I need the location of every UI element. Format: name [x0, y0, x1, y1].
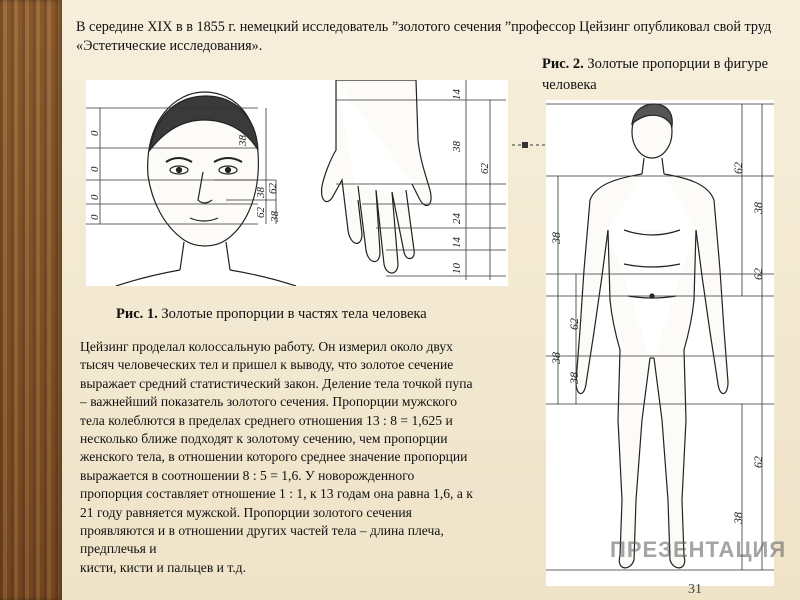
face-label-62a: 62 — [255, 207, 267, 218]
body-line-2: тысяч человеческих тел и пришел к выводу, что золотое сечение — [80, 357, 454, 373]
figure-1-caption — [116, 306, 427, 323]
body-line-7: женского тела, в отношении которого среднее значение пропорции — [80, 449, 468, 465]
figure-2-title: Золотые пропорции в фигуре человека — [542, 56, 769, 93]
body-line-11: проявляются и в отношении других частей тела – длина плеча, — [80, 523, 444, 539]
hand-label-14a: 14 — [451, 89, 463, 100]
human-figure-drawing — [576, 104, 728, 568]
hand-dimension-labels — [451, 89, 491, 275]
decorative-wood-strip — [0, 0, 62, 600]
hand-label-14b: 14 — [451, 237, 463, 248]
face-label-62b: 62 — [267, 183, 279, 194]
intro-paragraph: В середине XIX в в 1855 г. немецкий исследователь ”золотого сечения ”профессор Цейзинг опубликовал свой труд «Эстетические исследования». — [76, 19, 772, 54]
body-line-4: – важнейший показатель золотого сечения. Пропорции мужского — [80, 394, 458, 410]
figure-1-image — [86, 80, 508, 286]
hand-drawing — [322, 80, 431, 273]
figure-1-drawing — [86, 80, 508, 286]
figure-2-drawing — [546, 100, 774, 586]
face-label-38a: 38 — [237, 135, 249, 146]
watermark: ПРЕЗЕНТАЦИЯ — [610, 537, 787, 562]
figure-label-38e: 38 — [567, 372, 581, 384]
face-label-0d: 0 — [89, 214, 101, 220]
body-line-10: 21 году равняется мужской. Пропорции золотого сечения — [80, 504, 412, 520]
body-line-3: выражает средний статистический закон. Деление тела точкой пупа — [80, 375, 473, 391]
figure-label-38c: 38 — [751, 202, 765, 214]
body-line-8: выражается в соотношении 8 : 5 = 1,6. У новорожденного — [80, 467, 415, 483]
body-line-13: кисти, кисти и пальцев и т.д. — [80, 559, 246, 575]
figure-1-number: Рис. 1. — [116, 306, 158, 322]
figure-connector — [512, 139, 548, 151]
figure-label-62b: 62 — [731, 162, 745, 174]
hand-label-10: 10 — [451, 263, 463, 274]
face-label-0c: 0 — [89, 194, 101, 200]
face-label-38c: 38 — [269, 211, 281, 222]
hand-label-38: 38 — [451, 141, 463, 152]
hand-label-24: 24 — [451, 213, 463, 224]
body-line-5: тела колеблются в пределах среднего отношения 13 : 8 = 1,625 и — [80, 412, 453, 428]
figure-2-caption — [542, 54, 782, 96]
body-paragraph — [80, 338, 540, 577]
figure-1-title: Золотые пропорции в частях тела человека — [157, 306, 427, 322]
body-line-1: Цейзинг проделал колоссальную работу. Он измерил около двух — [80, 339, 453, 354]
figure-label-38d: 38 — [731, 512, 745, 524]
body-line-12: предплечья и — [80, 541, 157, 557]
face-label-38b: 38 — [255, 187, 267, 198]
body-line-6: несколько ближе подходят к золотому сечению, чем пропорции — [80, 431, 448, 447]
figure-2-image — [546, 100, 774, 586]
body-line-9: пропорция составляет отношение 1 : 1, к 13 годам она равна 1,6, а к — [80, 486, 473, 502]
face-label-0a: 0 — [89, 130, 101, 136]
figure-label-62a: 62 — [567, 318, 581, 330]
figure-label-38b: 38 — [549, 352, 563, 364]
figure-label-38a: 38 — [549, 232, 563, 244]
page-number: 31 — [688, 582, 702, 597]
face-label-0b: 0 — [89, 166, 101, 172]
figure-label-62d: 62 — [751, 456, 765, 468]
hand-label-62: 62 — [479, 163, 491, 174]
figure-2-number: Рис. 2. — [542, 56, 584, 72]
figure-label-62c: 62 — [751, 268, 765, 280]
